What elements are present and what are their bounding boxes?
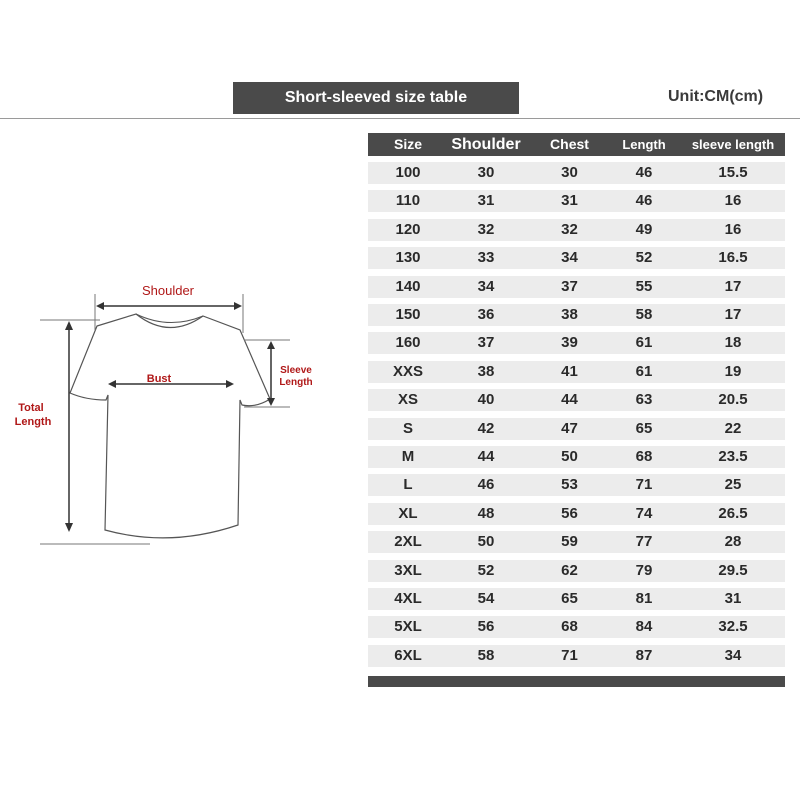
table-cell: 22: [724, 420, 742, 437]
table-cell: 32.5: [718, 618, 748, 635]
table-cell: 16.5: [718, 249, 748, 266]
table-cell: 58: [477, 647, 495, 664]
table-cell: 44: [561, 391, 578, 408]
table-cell: 39: [561, 334, 578, 351]
table-cell: 71: [635, 476, 653, 493]
table-cell: S: [402, 420, 413, 437]
table-cell: 62: [561, 562, 578, 579]
total-length-label-line1: Total: [18, 402, 44, 414]
table-cell: 19: [724, 363, 742, 380]
table-cell: 56: [477, 618, 495, 635]
table-header: [368, 133, 785, 156]
table-cell: 63: [635, 391, 653, 408]
table-cell: 31: [724, 590, 742, 607]
tshirt-diagram: [0, 270, 330, 560]
table-cell: 16: [724, 192, 742, 209]
col-header-length: Length: [622, 137, 666, 152]
table-row: [368, 645, 785, 667]
unit-label: Unit:CM(cm): [668, 88, 764, 105]
table-cell: 31: [477, 192, 495, 209]
table-row: [368, 560, 785, 582]
table-row: [368, 276, 785, 298]
table-cell: 25: [724, 476, 742, 493]
table-row: [368, 332, 785, 354]
table-cell: 34: [477, 278, 495, 295]
table-cell: 87: [635, 647, 653, 664]
table-cell: 54: [477, 590, 495, 607]
table-row: [368, 418, 785, 440]
table-cell: 44: [477, 448, 495, 465]
table-cell: 100: [395, 164, 421, 181]
table-cell: 58: [635, 306, 653, 323]
table-row: [368, 474, 785, 496]
table-cell: 68: [635, 448, 653, 465]
table-cell: 59: [561, 533, 578, 550]
table-cell: 84: [635, 618, 653, 635]
table-cell: 42: [477, 420, 495, 437]
table-cell: 47: [561, 420, 578, 437]
table-cell: 32: [561, 221, 578, 238]
table-cell: 56: [561, 505, 578, 522]
table-cell: 160: [395, 334, 421, 351]
table-cell: 30: [477, 164, 495, 181]
bust-label: Bust: [146, 373, 172, 385]
table-cell: 30: [561, 164, 578, 181]
table-cell: 2XL: [394, 533, 422, 550]
table-cell: 46: [635, 192, 653, 209]
table-row: [368, 304, 785, 326]
table-cell: 120: [395, 221, 421, 238]
table-cell: 36: [477, 306, 495, 323]
table-cell: 130: [395, 249, 421, 266]
table-cell: 23.5: [718, 448, 748, 465]
table-cell: 50: [561, 448, 578, 465]
sleeve-label-line1: Sleeve: [280, 365, 312, 376]
table-cell: 81: [635, 590, 653, 607]
table-cell: 38: [561, 306, 578, 323]
table-cell: 46: [477, 476, 495, 493]
table-cell: 48: [477, 505, 495, 522]
table-cell: 16: [724, 221, 742, 238]
table-cell: 37: [561, 278, 578, 295]
table-cell: 77: [635, 533, 653, 550]
table-cell: 34: [561, 249, 578, 266]
col-header-sleeve-length: sleeve length: [691, 137, 775, 152]
table-cell: 3XL: [394, 562, 422, 579]
table-row: [368, 446, 785, 468]
table-cell: 26.5: [718, 505, 748, 522]
table-row: [368, 503, 785, 525]
table-cell: 50: [477, 533, 495, 550]
table-cell: 150: [395, 306, 421, 323]
table-cell: 6XL: [394, 647, 422, 664]
table-title: Short-sleeved size table: [233, 82, 519, 114]
table-row: [368, 190, 785, 212]
table-cell: 32: [477, 221, 495, 238]
table-row: [368, 531, 785, 553]
table-cell: 61: [635, 363, 653, 380]
table-cell: 28: [724, 533, 742, 550]
table-cell: XL: [398, 505, 418, 522]
table-cell: 61: [635, 334, 653, 351]
table-row: [368, 162, 785, 184]
table-cell: 40: [477, 391, 495, 408]
table-row: [368, 247, 785, 269]
table-cell: M: [401, 448, 415, 465]
total-length-label-line2: Length: [14, 416, 52, 428]
table-footer-bar: [368, 676, 785, 687]
table-cell: 68: [561, 618, 578, 635]
table-cell: 49: [635, 221, 653, 238]
table-row: [368, 616, 785, 638]
table-cell: 33: [477, 249, 495, 266]
table-cell: 17: [724, 278, 742, 295]
table-cell: 37: [477, 334, 495, 351]
table-cell: 110: [395, 192, 421, 209]
col-header-chest: Chest: [550, 136, 589, 152]
table-cell: 4XL: [394, 590, 422, 607]
table-cell: 18: [724, 334, 742, 351]
table-cell: 29.5: [718, 562, 748, 579]
col-header-size: Size: [393, 136, 422, 152]
sleeve-label-line2: Length: [279, 377, 313, 388]
table-cell: 20.5: [718, 391, 748, 408]
table-cell: 52: [635, 249, 653, 266]
table-cell: 79: [635, 562, 653, 579]
table-cell: 46: [635, 164, 653, 181]
table-cell: 65: [561, 590, 578, 607]
table-cell: XXS: [392, 363, 423, 380]
tshirt-outline-icon: [70, 314, 270, 538]
table-cell: XS: [397, 391, 418, 408]
table-cell: 38: [477, 363, 495, 380]
table-cell: 31: [561, 192, 578, 209]
shoulder-label: Shoulder: [141, 283, 195, 298]
table-cell: 52: [477, 562, 495, 579]
table-cell: 17: [724, 306, 742, 323]
table-cell: 74: [635, 505, 653, 522]
table-cell: 71: [561, 647, 578, 664]
table-cell: 15.5: [718, 164, 748, 181]
table-cell: 55: [635, 278, 653, 295]
table-cell: 53: [561, 476, 578, 493]
table-row: [368, 588, 785, 610]
header-divider: [0, 118, 800, 119]
table-cell: L: [403, 476, 413, 493]
table-cell: 140: [395, 278, 421, 295]
table-row: [368, 389, 785, 411]
col-header-shoulder: Shoulder: [451, 136, 521, 153]
table-cell: 34: [724, 647, 742, 664]
table-cell: 65: [635, 420, 653, 437]
table-row: [368, 219, 785, 241]
table-row: [368, 361, 785, 383]
table-cell: 5XL: [394, 618, 422, 635]
table-cell: 41: [561, 363, 578, 380]
